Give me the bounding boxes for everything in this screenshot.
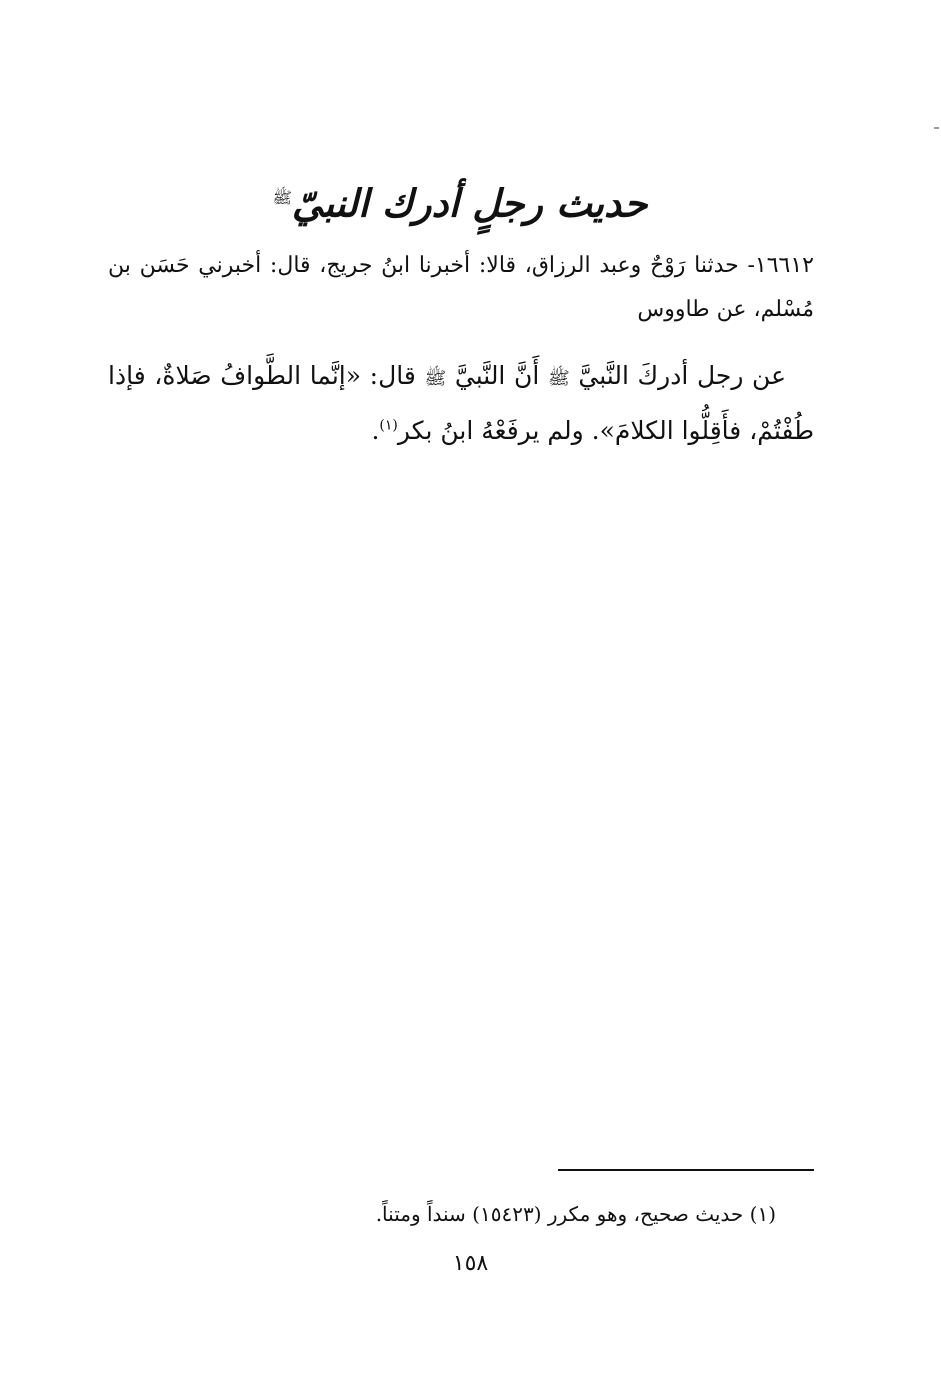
footnote: (١) حديث صحيح، وهو مكرر (١٥٤٢٣) سنداً ومتناً. (375, 1202, 776, 1226)
matn-part-1: عن رجل أدركَ النَّبيَّ (578, 361, 787, 390)
matn-end: . (371, 416, 380, 445)
chapter-title-honorific: ﷺ (272, 188, 292, 207)
page-number: ١٥٨ (452, 1251, 489, 1276)
footnote-reference[interactable]: (١) (379, 417, 398, 434)
honorific-2: ﷺ (424, 368, 447, 389)
chapter-title (110, 168, 810, 234)
matn-part-2: أَنَّ النَّبيَّ (454, 361, 540, 390)
scan-artifact (934, 127, 939, 129)
hadith-isnad: ١٦٦١٢- حدثنا رَوْحٌ وعبد الرزاق، قالا: أخبرنا ابنُ جريج، قال: أخبرني حَسَن بن مُسْلم، عن طاووس (108, 253, 814, 322)
footnote-divider (558, 1169, 814, 1171)
matn-part-3: قال: «إنَّما الطَّوافُ صَلاةٌ، فإذا طُفْتُمْ، فأَقِلُّوا الكلامَ». ولم يرفَعْهُ ابنُ بكر (108, 361, 814, 445)
honorific-1: ﷺ (548, 368, 570, 389)
chapter-title-text: حديث رجلٍ أدرك النبيّ (291, 180, 648, 226)
hadith-matn (108, 350, 814, 457)
